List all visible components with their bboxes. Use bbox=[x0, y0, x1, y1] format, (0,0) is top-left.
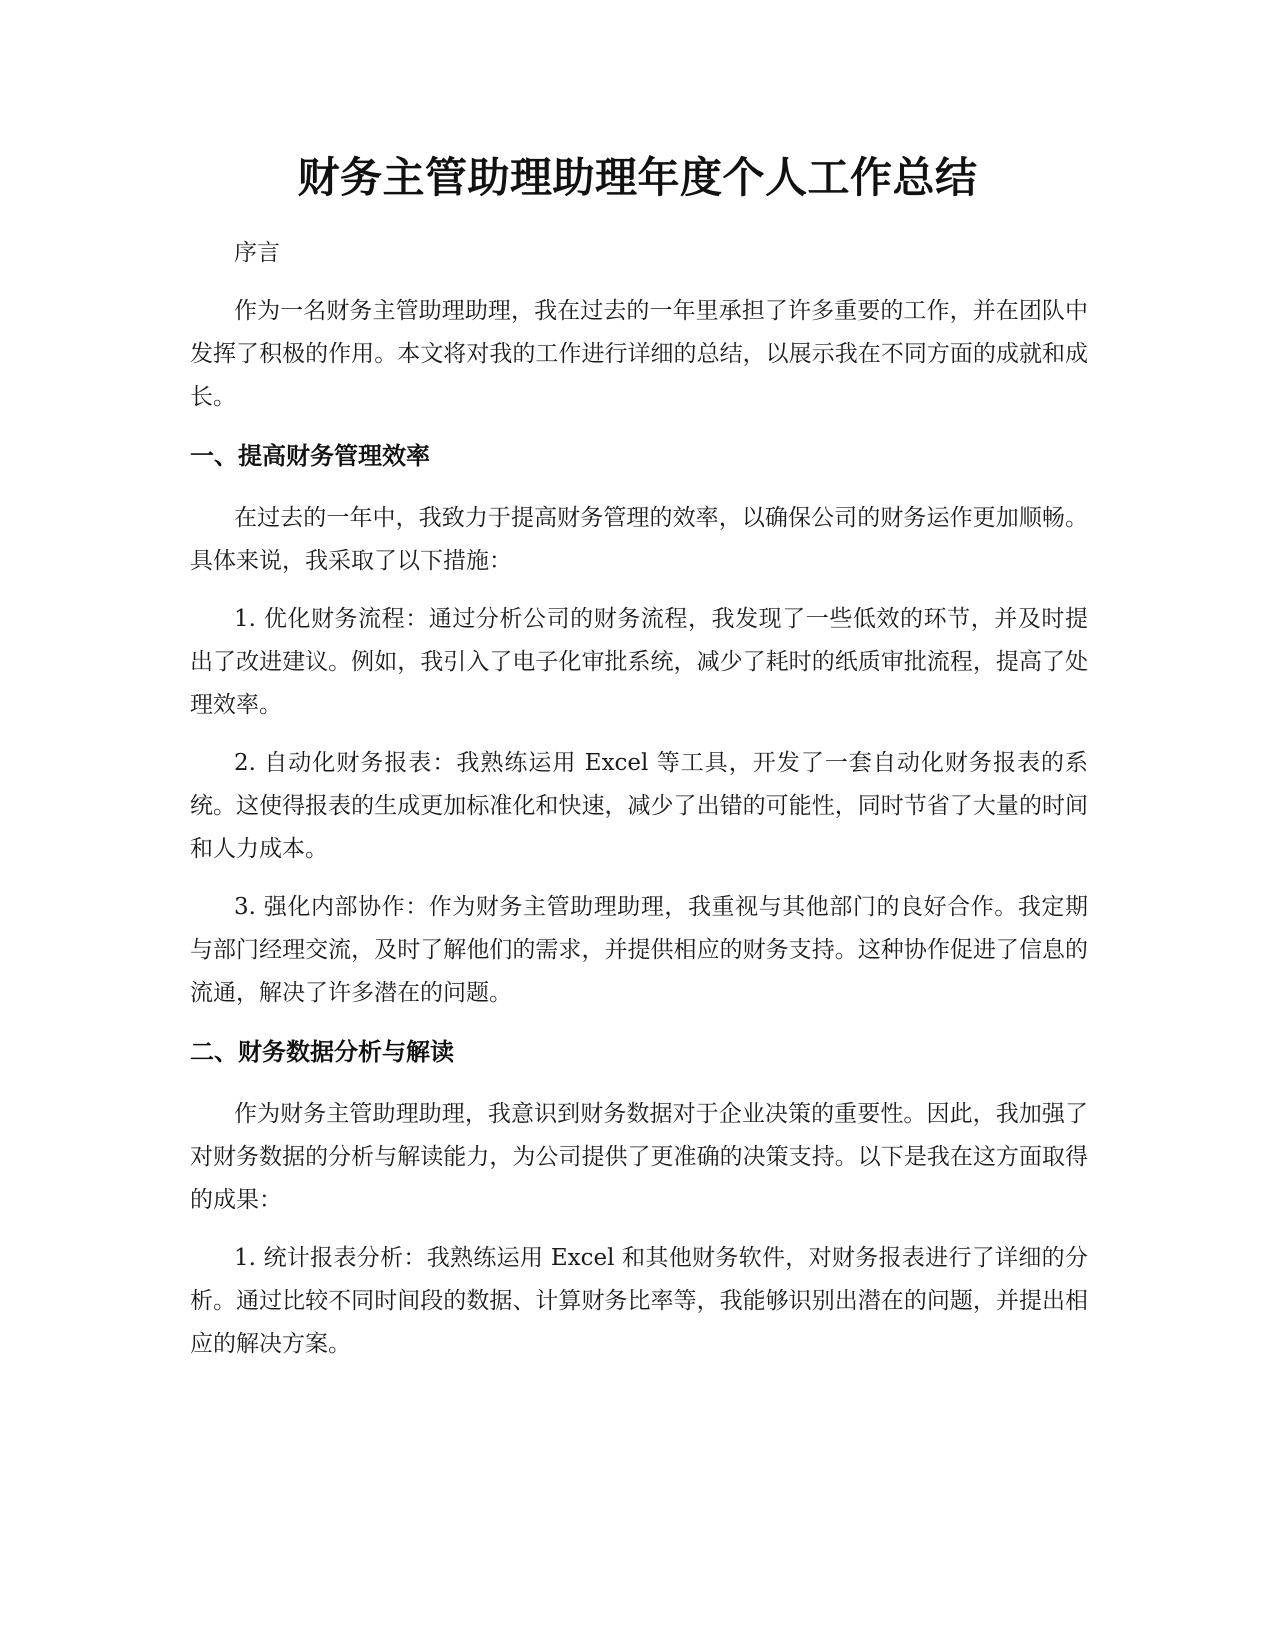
document-title: 财务主管助理助理年度个人工作总结 bbox=[297, 153, 978, 202]
section-1-item-1: 1. 优化财务流程：通过分析公司的财务流程，我发现了一些低效的环节，并及时提出了改进建议。例如，我引入了电子化审批系统，减少了耗时的纸质审批流程，提高了处理效率。 bbox=[190, 606, 1088, 718]
section-1-heading: 一、提高财务管理效率 bbox=[190, 442, 430, 470]
preface-label: 序言 bbox=[234, 240, 280, 266]
section-1-item-2: 2. 自动化财务报表：我熟练运用 Excel 等工具，开发了一套自动化财务报表的系统。这使得报表的生成更加标准化和快速，减少了出错的可能性，同时节省了大量的时间和人力成本。 bbox=[190, 750, 1088, 862]
intro-paragraph: 作为一名财务主管助理助理，我在过去的一年里承担了许多重要的工作，并在团队中发挥了积极的作用。本文将对我的工作进行详细的总结，以展示我在不同方面的成就和成长。 bbox=[190, 298, 1088, 410]
section-2-intro: 作为财务主管助理助理，我意识到财务数据对于企业决策的重要性。因此，我加强了对财务数据的分析与解读能力，为公司提供了更准确的决策支持。以下是我在这方面取得的成果： bbox=[190, 1101, 1088, 1213]
section-1-item-3: 3. 强化内部协作：作为财务主管助理助理，我重视与其他部门的良好合作。我定期与部门经理交流，及时了解他们的需求，并提供相应的财务支持。这种协作促进了信息的流通，解决了许多潜在的问题。 bbox=[190, 894, 1088, 1006]
section-2-heading: 二、财务数据分析与解读 bbox=[190, 1038, 454, 1066]
section-1-intro: 在过去的一年中，我致力于提高财务管理的效率，以确保公司的财务运作更加顺畅。具体来说，我采取了以下措施： bbox=[190, 505, 1088, 574]
section-2-item-1: 1. 统计报表分析：我熟练运用 Excel 和其他财务软件，对财务报表进行了详细的分析。通过比较不同时间段的数据、计算财务比率等，我能够识别出潜在的问题，并提出相应的解决方案。 bbox=[190, 1245, 1088, 1357]
